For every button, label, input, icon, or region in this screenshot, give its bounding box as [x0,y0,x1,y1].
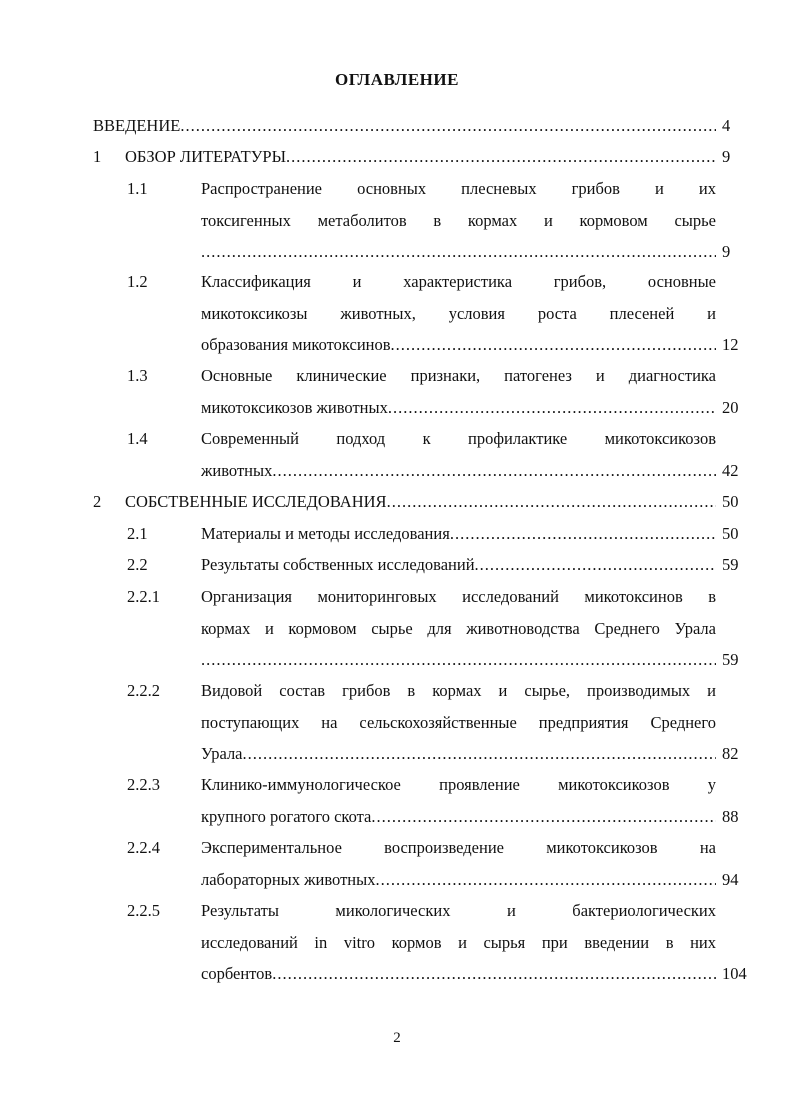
toc-entry-text-line: Классификация и характеристика грибов, основные [201,272,716,291]
toc-entry-text-line: исследований in vitro кормов и сырья при введении в них [201,932,716,952]
footer-page-number: 2 [393,1030,401,1046]
toc-entry-page: 9 [722,242,731,261]
toc-entry-text-line: ОБЗОР ЛИТЕРАТУРЫ [125,147,286,166]
toc-entry-page: 88 [722,806,739,826]
toc-entry-number: 2.2.5 [127,901,160,920]
toc-entry-text-line: СОБСТВЕННЫЕ ИССЛЕДОВАНИЯ [125,492,387,511]
toc-entry-text-line: кормах и кормовом сырье для животноводства Среднего Урала [201,618,716,638]
toc-entry-text-line: сорбентов [201,964,273,983]
toc-entry-number: 2.2.4 [127,838,160,857]
toc-entry-number: 2.2.2 [127,681,160,700]
toc-entry [0,147,794,179]
toc-entry-page: 59 [722,555,739,574]
toc-entry-leader-line [201,461,716,483]
toc-entry-page: 20 [722,397,739,417]
toc-leader-dots [391,335,716,355]
toc-entry-number: 1 [93,147,102,166]
toc-entry-leader-line [201,964,716,986]
toc-entry-leader-line [201,242,716,264]
toc-entry-text-line: крупного рогатого скота [201,806,372,826]
toc-entry [0,587,794,682]
toc-entry-leader-line [201,870,716,892]
toc-entry-page: 9 [722,147,731,166]
toc-entry-text-line: Экспериментальное воспроизведение микотоксикозов на [201,838,716,857]
toc-entry-page: 42 [722,460,739,480]
toc-entry-leader-line [201,744,716,766]
toc-entry-text-line: Материалы и методы исследования [201,524,450,543]
toc-entry-text-line: Видовой состав грибов в кормах и сырье, производимых и [201,681,716,700]
toc-entry [0,179,794,274]
toc-entry-text-line: ВВЕДЕНИЕ [93,116,181,135]
toc-entry-number: 2.2.1 [127,587,160,606]
toc-entry-leader-line [125,147,716,169]
toc-entry-leader-line [201,807,716,829]
toc-entry [0,429,794,492]
toc-entry [0,524,794,556]
toc-entry-page: 104 [722,964,747,983]
toc-leader-dots [201,650,716,670]
toc-leader-dots [272,461,716,481]
toc-title: ОГЛАВЛЕНИЕ [335,70,459,89]
toc-entry-page: 94 [722,869,739,889]
toc-leader-dots [180,116,716,136]
toc-entry-page: 12 [722,335,739,354]
toc-entry-text-line: Основные клинические признаки, патогенез и диагностика [201,366,716,385]
toc-entry-leader-line [201,555,716,577]
toc-entry-number: 1.4 [127,429,148,448]
toc-leader-dots [387,492,716,512]
toc-entry-number: 2.1 [127,524,148,543]
toc-entry-text-line: Организация мониторинговых исследований микотоксинов в [201,587,716,606]
toc-entry [0,901,794,996]
toc-entry-leader-line [93,116,716,138]
toc-entry [0,838,794,901]
toc-entry [0,272,794,367]
toc-entry [0,492,794,524]
toc-entry-leader-line [201,650,716,672]
toc-leader-dots [201,242,716,262]
toc-entry-text-line: животных [201,460,273,480]
toc-entry-text-line: микотоксикозы животных, условия роста плесеней и [201,303,716,323]
toc-leader-dots [388,398,716,418]
toc-entry-number: 1.3 [127,366,148,385]
toc-leader-dots [243,744,716,764]
toc-entry-leader-line [125,492,716,514]
toc-entry-text-line: Распространение основных плесневых грибов и их [201,179,716,198]
toc-entry-page: 50 [722,524,739,543]
toc-entry-text-line: образования микотоксинов [201,335,391,354]
toc-entry-text-line: Результаты собственных исследований [201,555,475,574]
toc-entry-text-line: Результаты микологических и бактериологических [201,901,716,920]
toc-entry-text-line: токсигенных метаболитов в кормах и кормовом сырье [201,210,716,230]
toc-entry-leader-line [201,398,716,420]
toc-entry-text-line: Урала [201,744,243,763]
toc-entry-number: 2.2.3 [127,775,160,794]
toc-leader-dots [272,964,716,984]
toc-entry-number: 1.2 [127,272,148,291]
toc-entry-page: 59 [722,650,739,669]
toc-leader-dots [450,524,716,544]
toc-entry-text-line: поступающих на сельскохозяйственные предприятия Среднего [201,712,716,732]
toc-entry-text-line: Современный подход к профилактике микотоксикозов [201,429,716,448]
toc-entry [0,681,794,776]
toc-entry [0,366,794,429]
toc-entry-text-line: Клинико-иммунологическое проявление микотоксикозов у [201,775,716,794]
toc-entry-number: 2.2 [127,555,148,574]
toc-leader-dots [371,807,716,827]
toc-entry-page: 50 [722,492,739,511]
toc-entry [0,555,794,587]
toc-leader-dots [475,555,716,575]
toc-entry-page: 4 [722,116,731,135]
toc-entry-leader-line [201,335,716,357]
toc-leader-dots [286,147,716,167]
toc-entry-number: 1.1 [127,179,148,198]
toc-entry [0,775,794,838]
toc-leader-dots [375,870,716,890]
toc-entry-text-line: микотоксикозов животных [201,397,388,417]
toc-entry-number: 2 [93,492,102,511]
toc-entry [0,116,794,148]
toc-entry-leader-line [201,524,716,546]
toc-entry-page: 82 [722,744,739,763]
toc-entry-text-line: лабораторных животных [201,869,376,889]
